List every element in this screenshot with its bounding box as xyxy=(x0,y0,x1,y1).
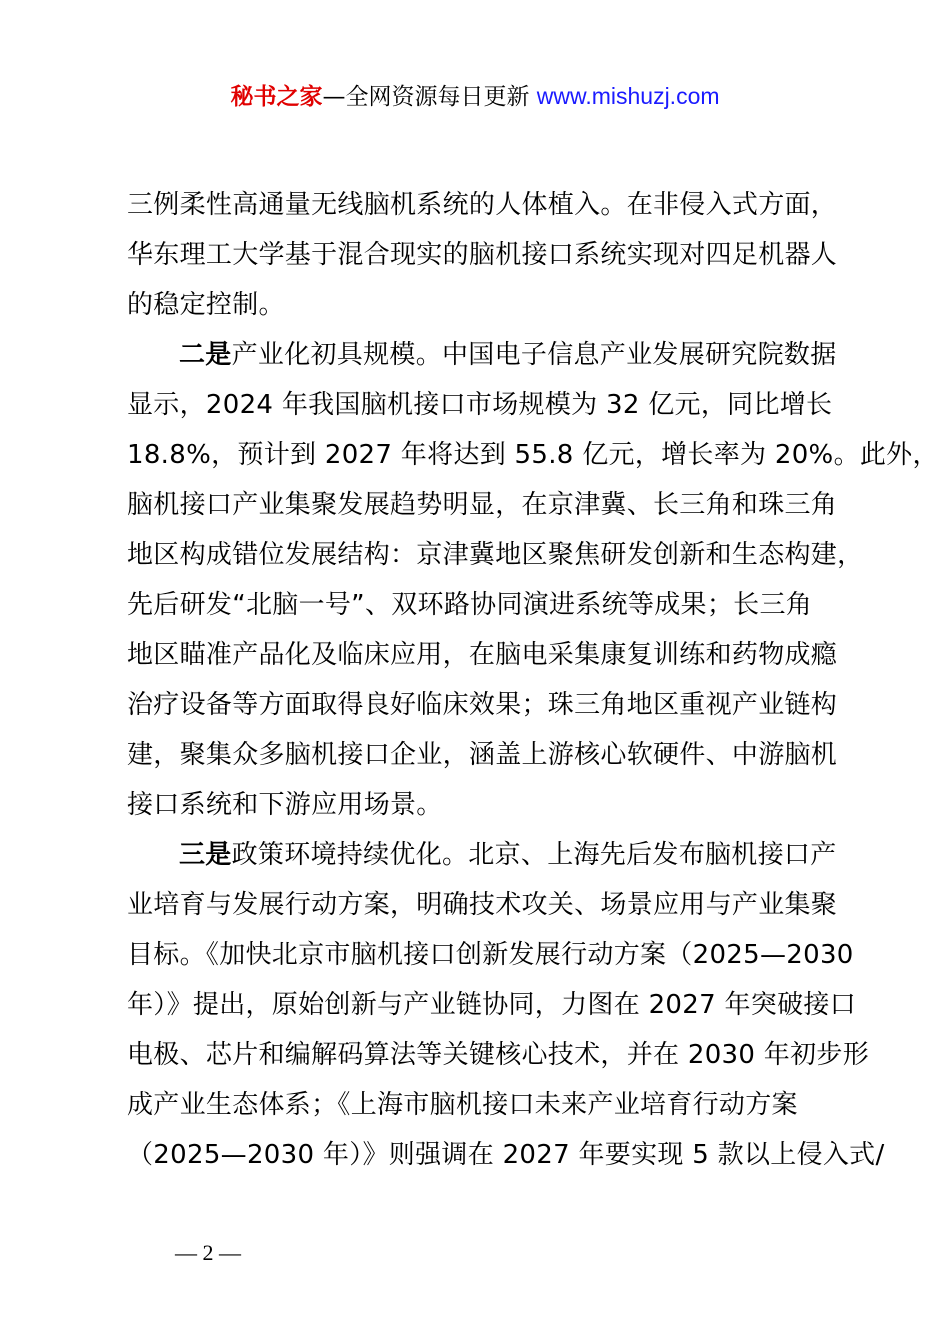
body-line: 先后研发“北脑一号”、双环路协同演进系统等成果；长三角 xyxy=(127,590,813,620)
paragraph-lead-line xyxy=(127,830,837,880)
body-line: 脑机接口产业集聚发展趋势明显，在京津冀、长三角和珠三角 xyxy=(127,490,838,520)
body-line: 华东理工大学基于混合现实的脑机接口系统实现对四足机器人 xyxy=(127,240,838,270)
site-header xyxy=(0,80,950,113)
body-line: 建，聚集众多脑机接口企业，涵盖上游核心软硬件、中游脑机 xyxy=(127,740,838,770)
site-brand: 秘书之家 xyxy=(230,84,323,110)
body-line: 三例柔性高通量无线脑机系统的人体植入。在非侵入式方面， xyxy=(127,190,838,220)
site-url-link[interactable]: www.mishuzj.com xyxy=(536,83,720,109)
paragraph-lead: 二是 xyxy=(179,340,232,370)
document-body xyxy=(127,180,939,1180)
body-line: 接口系统和下游应用场景。 xyxy=(127,790,443,820)
body-line: 成产业生态体系；《上海市脑机接口未来产业培育行动方案 xyxy=(127,1090,798,1120)
body-line: 地区构成错位发展结构：京津冀地区聚焦研发创新和生态构建， xyxy=(127,540,864,570)
body-line: 的稳定控制。 xyxy=(127,290,285,320)
body-line: 目标。《加快北京市脑机接口创新发展行动方案（2025—2030 xyxy=(127,940,854,970)
paragraph-lead-line xyxy=(127,330,837,380)
body-line-text: 产业化初具规模。中国电子信息产业发展研究院数据 xyxy=(231,340,837,370)
page-number: — 2 — xyxy=(175,1240,241,1265)
body-line: 业培育与发展行动方案，明确技术攻关、场景应用与产业集聚 xyxy=(127,890,838,920)
site-tagline: —全网资源每日更新 xyxy=(322,84,537,110)
body-line: （2025—2030 年）》则强调在 2027 年要实现 5 款以上侵入式/ xyxy=(127,1140,885,1170)
body-line: 18.8%，预计到 2027 年将达到 55.8 亿元，增长率为 20%。此外， xyxy=(127,440,939,470)
body-line: 年）》提出，原始创新与产业链协同，力图在 2027 年突破接口 xyxy=(127,990,856,1020)
body-line: 地区瞄准产品化及临床应用，在脑电采集康复训练和药物成瘾 xyxy=(127,640,838,670)
body-line-text: 政策环境持续优化。北京、上海先后发布脑机接口产 xyxy=(231,840,837,870)
paragraph-lead: 三是 xyxy=(179,840,232,870)
body-line: 显示，2024 年我国脑机接口市场规模为 32 亿元，同比增长 xyxy=(127,390,833,420)
body-line: 治疗设备等方面取得良好临床效果；珠三角地区重视产业链构 xyxy=(127,690,838,720)
body-line: 电极、芯片和编解码算法等关键核心技术，并在 2030 年初步形 xyxy=(127,1040,869,1070)
